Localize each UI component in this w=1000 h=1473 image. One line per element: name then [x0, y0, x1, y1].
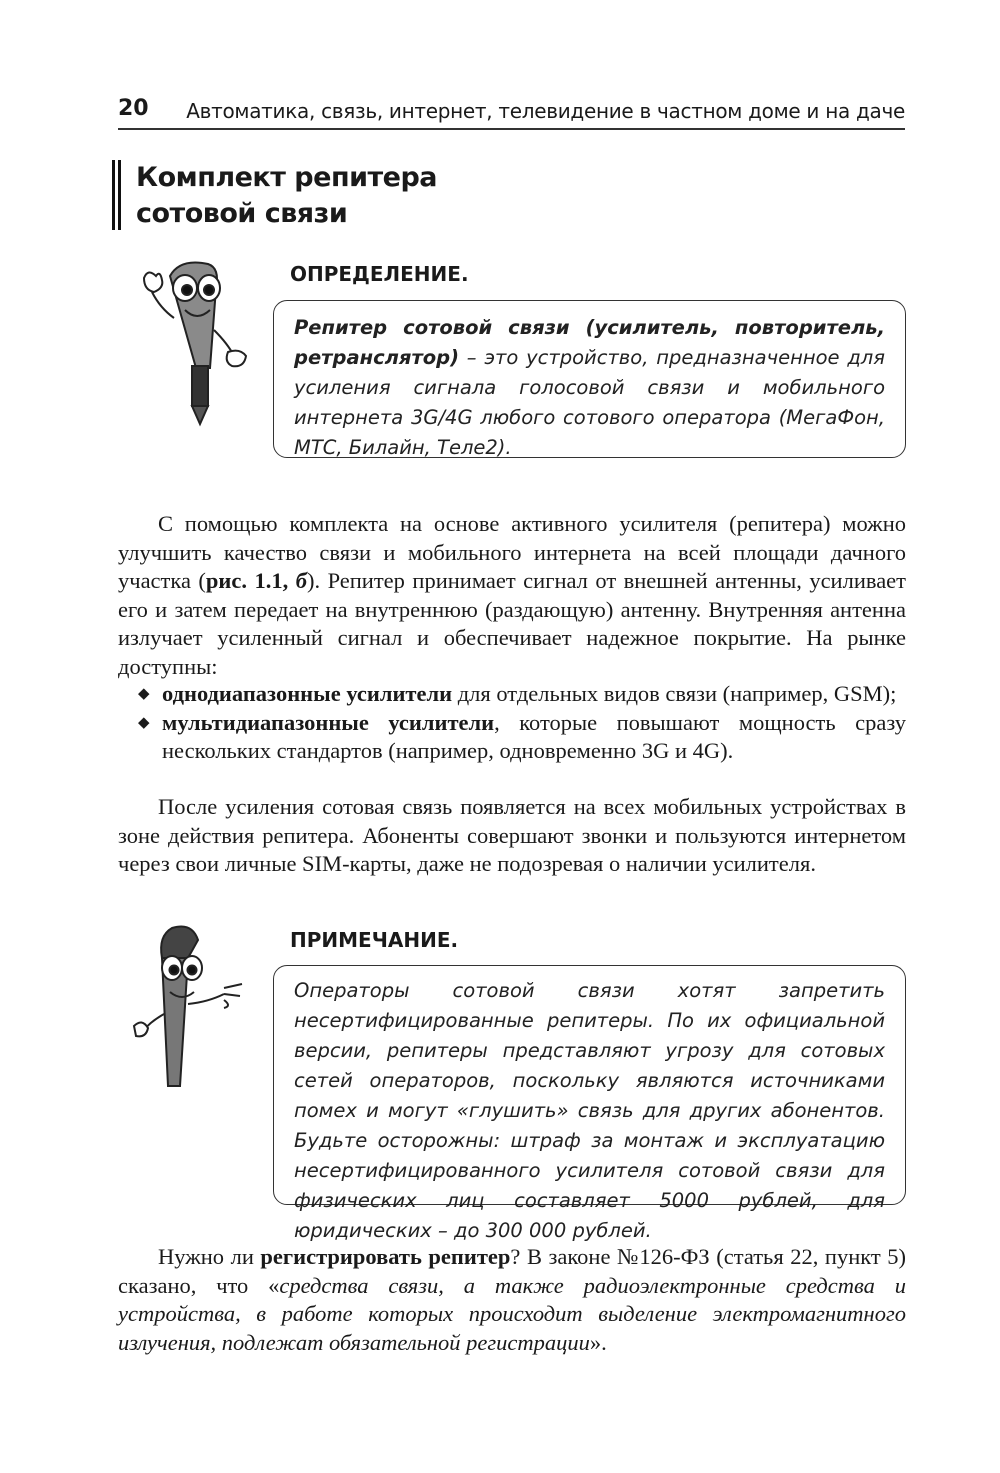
note-box: Операторы сотовой связи хотят запретить несертифицированные репитеры. По их официальной версии, репитеры представляют угрозу для сотовых сетей операторов, поскольку являются источниками помех и могут «глушить» связь для других абонентов. Будьте осторожны: штраф за монтаж и эксплуатацию несертифицированного усилителя сотовой связи для физических лиц составляет 5000 рублей, для юридических – до 300 000 рублей. — [273, 965, 906, 1205]
section-title-line1: Комплект репитера — [136, 162, 438, 193]
law-quote: средства связи, а также радиоэлектронные средства и устройства, в работе которых происходит выделение электромагнитного излучения, подлежат обязательной регистрации — [118, 1272, 906, 1355]
bullet-item: ◆ однодиапазонные усилители для отдельных видов связи (например, GSM); — [118, 680, 906, 709]
pen-mascot-illustration — [130, 248, 250, 428]
paragraph-intro-part1: С помощью комплекта на основе активного усилителя (репитера) можно улучшить качество связи и мобильного интернета на всей площади дачного участка ( — [118, 511, 906, 593]
diamond-bullet-icon: ◆ — [138, 686, 150, 702]
definition-box — [273, 300, 906, 458]
section-title — [136, 160, 437, 232]
definition-text: – это устройство, предназначенное для усиления сигнала голосовой связи и мобильного интернета 3G/4G любого сотового оператора (МегаФон, МТС, Билайн, Теле2). — [294, 346, 885, 459]
diamond-bullet-icon: ◆ — [138, 714, 150, 731]
paragraph-usage: После усиления сотовая связь появляется на всех мобильных устройствах в зоне действия репитера. Абоненты совершают звонки и пользуются интернетом через свои личные SIM-карты, даже не подозревая о наличии усилителя. — [118, 794, 906, 876]
section-title-line2: сотовой связи — [136, 198, 348, 229]
page-number: 20 — [118, 96, 149, 121]
bullet-item: ◆ мультидиапазонные усилители, которые повышают мощность сразу нескольких стандартов (например, одновременно 3G и 4G). — [138, 709, 906, 763]
definition-label: ОПРЕДЕЛЕНИЕ. — [290, 262, 469, 286]
registration-term: регистрировать репитер — [260, 1244, 511, 1269]
note-label: ПРИМЕЧАНИЕ. — [290, 928, 459, 952]
section-marker — [112, 160, 122, 230]
paragraph-intro-part2: ). Репитер принимает сигнал от внешней антенны, усиливает его и затем передает на внутреннюю (раздающую) антенну. Внутренняя антенна излучает усиленный сигнал и обеспечивает надежное покрытие. На рынке доступны: — [118, 568, 906, 679]
running-title: Автоматика, связь, интернет, телевидение в частном доме и на даче — [186, 99, 905, 123]
saw-mascot-illustration — [128, 918, 253, 1093]
figure-reference: рис. 1.1, б — [205, 568, 307, 593]
paragraph-registration: Нужно ли регистрировать репитер? В законе №126-ФЗ (статья 22, пункт 5) сказано, что «средства связи, а также радиоэлектронные средства и устройства, в работе которых происходит выделение электромагнитного излучения, подлежат обязательной регистрации». — [118, 1244, 906, 1355]
bullet-list — [118, 680, 906, 766]
header-rule — [118, 128, 905, 130]
paragraph-intro — [118, 510, 906, 681]
definition-term: Репитер сотовой связи (усилитель, повторитель, ретранслятор) — [294, 316, 885, 369]
